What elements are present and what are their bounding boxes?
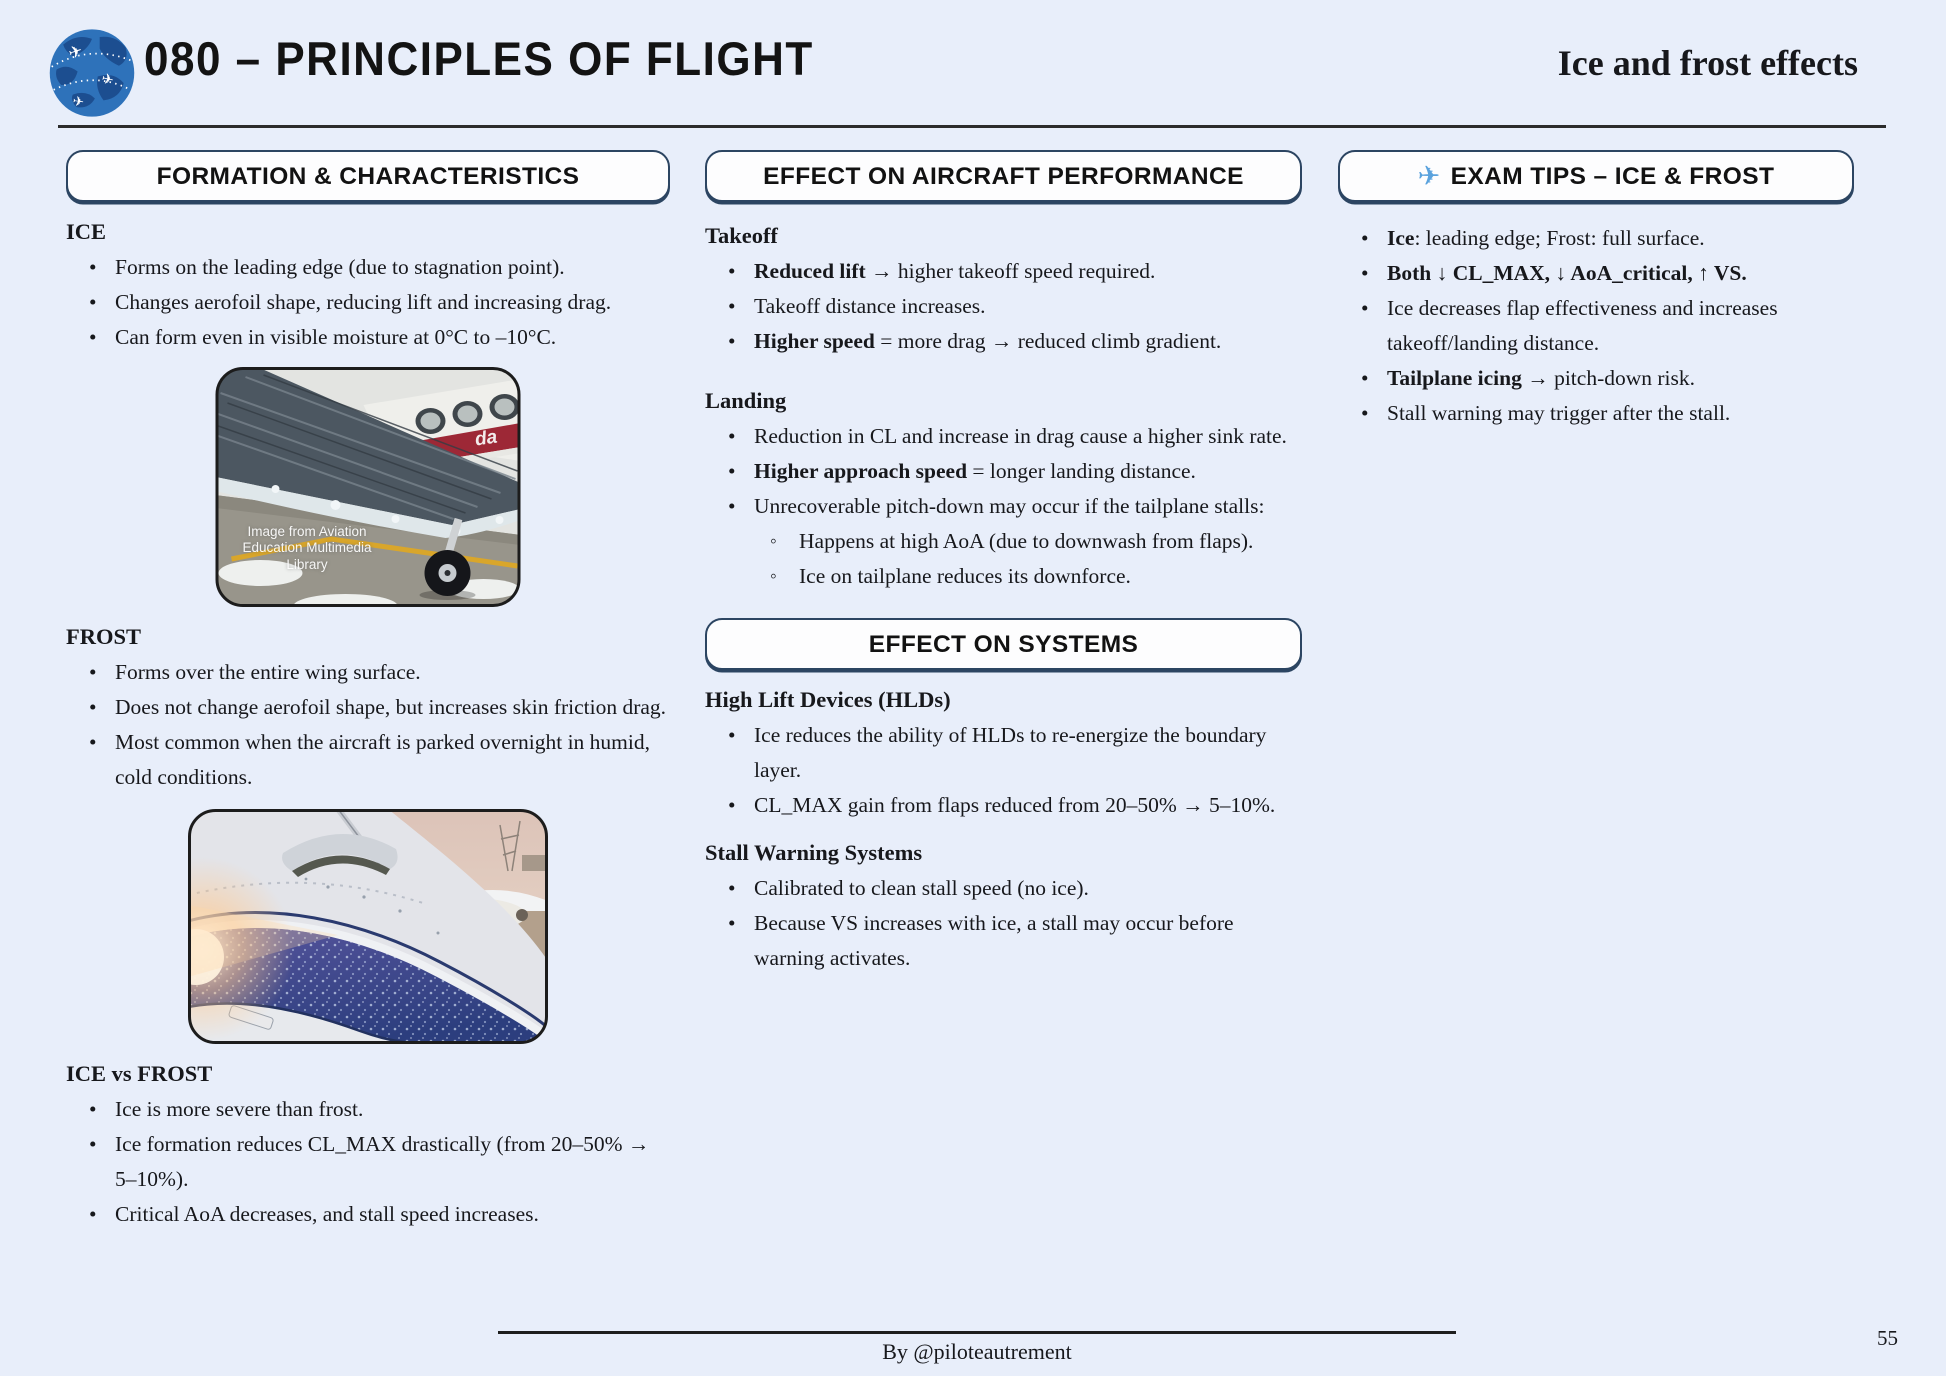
landing-bullet-list: [705, 419, 1302, 594]
bullet-text: Most common when the aircraft is parked overnight in humid, cold conditions.: [115, 730, 650, 789]
bullet-item: [705, 254, 1302, 289]
stall-warning-bullet-list: [705, 871, 1302, 976]
bullet-item: [705, 419, 1302, 454]
bullet-text: CL_MAX gain from flaps reduced from 20–50% → 5–10%.: [754, 793, 1276, 817]
exam-tips-bullet-list: [1338, 221, 1854, 431]
bullet-item: [1338, 361, 1854, 396]
bullet-item: [66, 285, 670, 320]
bullet-text: Ice formation reduces CL_MAX drastically (from 20–50% → 5–10%).: [115, 1132, 650, 1191]
header-divider: [58, 125, 1886, 128]
bullet-text: Ice on tailplane reduces its downforce.: [799, 564, 1131, 588]
bullet-text: Unrecoverable pitch-down may occur if the tailplane stalls:: [754, 494, 1265, 518]
svg-text:✈: ✈: [99, 70, 116, 90]
bullet-item: [1338, 221, 1854, 256]
bullet-item: [705, 489, 1302, 594]
footer-divider: [498, 1331, 1456, 1334]
bullet-item: [705, 788, 1302, 823]
bullet-text: Can form even in visible moisture at 0°C to –10°C.: [115, 325, 557, 349]
bullet-text: Reduction in CL and increase in drag cause a higher sink rate.: [754, 424, 1287, 448]
bullet-text: Stall warning may trigger after the stall.: [1387, 401, 1731, 425]
page-number: 55: [1877, 1326, 1898, 1350]
bullet-item: [66, 1197, 670, 1232]
bullet-text: Ice reduces the ability of HLDs to re-energize the boundary layer.: [754, 723, 1267, 782]
bullet-text: Ice decreases flap effectiveness and increases takeoff/landing distance.: [1387, 296, 1778, 355]
section-title: EFFECT ON SYSTEMS: [868, 630, 1139, 658]
bullet-item: [66, 250, 670, 285]
section-header-systems: [705, 618, 1302, 670]
bullet-item: [705, 324, 1302, 359]
bullet-bold: Higher speed: [754, 329, 875, 353]
bullet-text: : leading edge; Frost: full surface.: [1414, 226, 1705, 250]
column-exam-tips: [1338, 150, 1854, 431]
hld-bullet-list: [705, 718, 1302, 823]
bullet-bold: Both ↓ CL_MAX, ↓ AoA_critical, ↑ VS.: [1387, 261, 1747, 285]
heading-takeoff: Takeoff: [705, 223, 778, 248]
bullet-item: [1338, 396, 1854, 431]
bullet-item: [66, 1127, 670, 1197]
bullet-text: Does not change aerofoil shape, but increases skin friction drag.: [115, 695, 667, 719]
bullet-text: = longer landing distance.: [967, 459, 1196, 483]
sub-bullet-item: [754, 559, 1302, 594]
bullet-text: Forms on the leading edge (due to stagnation point).: [115, 255, 565, 279]
bullet-item: [705, 454, 1302, 489]
frosted-fuselage-photo: [188, 809, 548, 1044]
ice-vs-frost-bullet-list: [66, 1092, 670, 1232]
bullet-text: → pitch-down risk.: [1521, 366, 1696, 390]
bullet-text: Ice is more severe than frost.: [115, 1097, 364, 1121]
bullet-item: [66, 1092, 670, 1127]
heading-landing: Landing: [705, 388, 787, 413]
bullet-item: [1338, 291, 1854, 361]
column-aircraft-performance: [705, 150, 1302, 976]
fuselage-livery-text: da: [473, 426, 499, 451]
bullet-bold: Ice: [1387, 226, 1415, 250]
bullet-item: [66, 320, 670, 355]
bullet-text: Happens at high AoA (due to downwash from flaps).: [799, 529, 1254, 553]
heading-ice: ICE: [66, 219, 107, 244]
section-header-formation: [66, 150, 670, 202]
bullet-text: = more drag → reduced climb gradient.: [874, 329, 1222, 353]
ice-bullet-list: [66, 250, 670, 355]
heading-hld: High Lift Devices (HLDs): [705, 687, 951, 712]
column-formation-characteristics: [66, 150, 670, 1232]
svg-text:✈: ✈: [71, 93, 86, 110]
bullet-text: Changes aerofoil shape, reducing lift and increasing drag.: [115, 290, 612, 314]
bullet-item: [1338, 256, 1854, 291]
takeoff-bullet-list: [705, 254, 1302, 359]
section-title: FORMATION & CHARACTERISTICS: [156, 162, 580, 190]
heading-ice-vs-frost: ICE vs FROST: [66, 1061, 213, 1086]
globe-airplanes-icon: [44, 26, 140, 125]
bullet-item: [66, 690, 670, 725]
svg-text:✈: ✈: [65, 40, 85, 63]
bullet-item: [705, 906, 1302, 976]
bullet-text: Forms over the entire wing surface.: [115, 660, 421, 684]
bullet-text: → higher takeoff speed required.: [865, 259, 1156, 283]
author-credit: By @piloteautrement: [882, 1339, 1072, 1364]
landing-sub-bullet-list: [754, 524, 1302, 594]
heading-stall-warning: Stall Warning Systems: [705, 840, 923, 865]
bullet-item: [705, 871, 1302, 906]
bullet-item: [705, 718, 1302, 788]
frost-bullet-list: [66, 655, 670, 795]
bullet-item: [705, 289, 1302, 324]
photo-watermark: Image from Aviation Education Multimedia Library: [242, 523, 372, 572]
section-title: EXAM TIPS – ICE & FROST: [1450, 162, 1775, 190]
course-title: 080 – PRINCIPLES OF FLIGHT: [144, 33, 814, 86]
iced-wing-photo: [215, 367, 521, 607]
bullet-item: [66, 725, 670, 795]
section-header-performance: [705, 150, 1302, 202]
section-header-exam-tips: [1338, 150, 1854, 202]
bullet-text: Because VS increases with ice, a stall may occur before warning activates.: [754, 911, 1234, 970]
airplane-icon: ✈: [1417, 160, 1441, 191]
bullet-bold: Tailplane icing: [1387, 366, 1522, 390]
bullet-text: Critical AoA decreases, and stall speed increases.: [115, 1202, 539, 1226]
page-title: Ice and frost effects: [1557, 43, 1858, 83]
heading-frost: FROST: [66, 624, 142, 649]
bullet-text: Calibrated to clean stall speed (no ice).: [754, 876, 1089, 900]
bullet-item: [66, 655, 670, 690]
bullet-bold: Higher approach speed: [754, 459, 968, 483]
bullet-text: Takeoff distance increases.: [754, 294, 986, 318]
section-title: EFFECT ON AIRCRAFT PERFORMANCE: [763, 162, 1244, 190]
sub-bullet-item: [754, 524, 1302, 559]
bullet-bold: Reduced lift: [754, 259, 866, 283]
